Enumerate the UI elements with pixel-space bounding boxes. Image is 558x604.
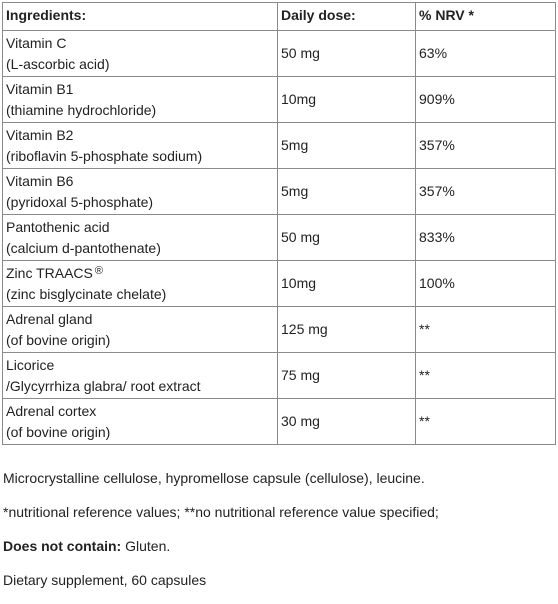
- nrv-cell: 833%: [416, 215, 556, 261]
- table-row: [3, 123, 556, 169]
- ingredient-detail: (thiamine hydrochloride): [6, 101, 157, 118]
- ingredient-cell: [3, 399, 278, 445]
- table-row: [3, 261, 556, 307]
- table-row: [3, 31, 556, 77]
- product-description: Dietary supplement, 60 capsules: [3, 572, 207, 588]
- table-header-row: [3, 3, 556, 31]
- ingredient-detail: (pyridoxal 5-phosphate): [6, 193, 154, 210]
- ingredient-cell: [3, 31, 278, 77]
- nrv-cell: 909%: [416, 77, 556, 123]
- ingredient-detail: (L-ascorbic acid): [6, 55, 110, 72]
- allergen-statement: [3, 536, 553, 557]
- table-row: [3, 215, 556, 261]
- nrv-cell: **: [416, 399, 556, 445]
- dose-cell: 5mg: [278, 123, 416, 169]
- dose-cell: 50 mg: [278, 31, 416, 77]
- other-ingredients: Microcrystalline cellulose, hypromellose capsule (cellulose), leucine.: [3, 470, 425, 486]
- ingredient-detail: (of bovine origin): [6, 423, 111, 440]
- ingredient-name: Pantothenic acid: [6, 218, 110, 235]
- ingredient-name: Vitamin C: [6, 34, 67, 51]
- ingredient-name: Adrenal cortex: [6, 402, 97, 419]
- table-row: [3, 169, 556, 215]
- product-notes: [3, 468, 553, 604]
- nrv-cell: **: [416, 307, 556, 353]
- nrv-cell: 357%: [416, 169, 556, 215]
- registered-mark: ®: [94, 264, 103, 277]
- ingredient-name: Vitamin B1: [6, 80, 74, 97]
- nrv-cell: **: [416, 353, 556, 399]
- ingredients-table: [2, 2, 556, 445]
- table-row: [3, 77, 556, 123]
- dose-cell: 5mg: [278, 169, 416, 215]
- ingredient-detail: (riboflavin 5-phosphate sodium): [6, 147, 203, 164]
- dose-cell: 125 mg: [278, 307, 416, 353]
- table-row: [3, 307, 556, 353]
- ingredient-name: Zinc TRAACS: [6, 264, 93, 281]
- ingredient-cell: [3, 353, 278, 399]
- header-daily-dose: Daily dose:: [278, 3, 416, 31]
- header-ingredients: Ingredients:: [3, 3, 278, 31]
- ingredient-cell: [3, 261, 278, 307]
- nrv-cell: 63%: [416, 31, 556, 77]
- table-row: [3, 399, 556, 445]
- dose-cell: 50 mg: [278, 215, 416, 261]
- ingredient-cell: [3, 123, 278, 169]
- dose-cell: 10mg: [278, 261, 416, 307]
- dose-cell: 75 mg: [278, 353, 416, 399]
- header-nrv: % NRV *: [416, 3, 556, 31]
- ingredient-cell: [3, 215, 278, 261]
- ingredient-detail: (zinc bisglycinate chelate): [6, 285, 167, 302]
- nrv-cell: 357%: [416, 123, 556, 169]
- dose-cell: 30 mg: [278, 399, 416, 445]
- ingredient-name: Adrenal gland: [6, 310, 93, 327]
- ingredient-name: Licorice: [6, 356, 55, 373]
- ingredient-detail: /Glycyrrhiza glabra/ root extract: [6, 377, 201, 394]
- ingredient-cell: [3, 307, 278, 353]
- ingredient-cell: [3, 169, 278, 215]
- ingredient-name: Vitamin B6: [6, 172, 74, 189]
- ingredient-detail: (calcium d-pantothenate): [6, 239, 161, 256]
- not-contain-label: Does not contain:: [3, 538, 122, 554]
- nrv-footnote: *nutritional reference values; **no nutritional reference value specified;: [3, 504, 439, 520]
- ingredient-name-line: [6, 263, 274, 284]
- ingredient-detail: (of bovine origin): [6, 331, 111, 348]
- ingredient-name: Vitamin B2: [6, 126, 74, 143]
- dose-cell: 10mg: [278, 77, 416, 123]
- not-contain-value: Gluten.: [121, 538, 171, 554]
- ingredient-cell: [3, 77, 278, 123]
- table-row: [3, 353, 556, 399]
- nrv-cell: 100%: [416, 261, 556, 307]
